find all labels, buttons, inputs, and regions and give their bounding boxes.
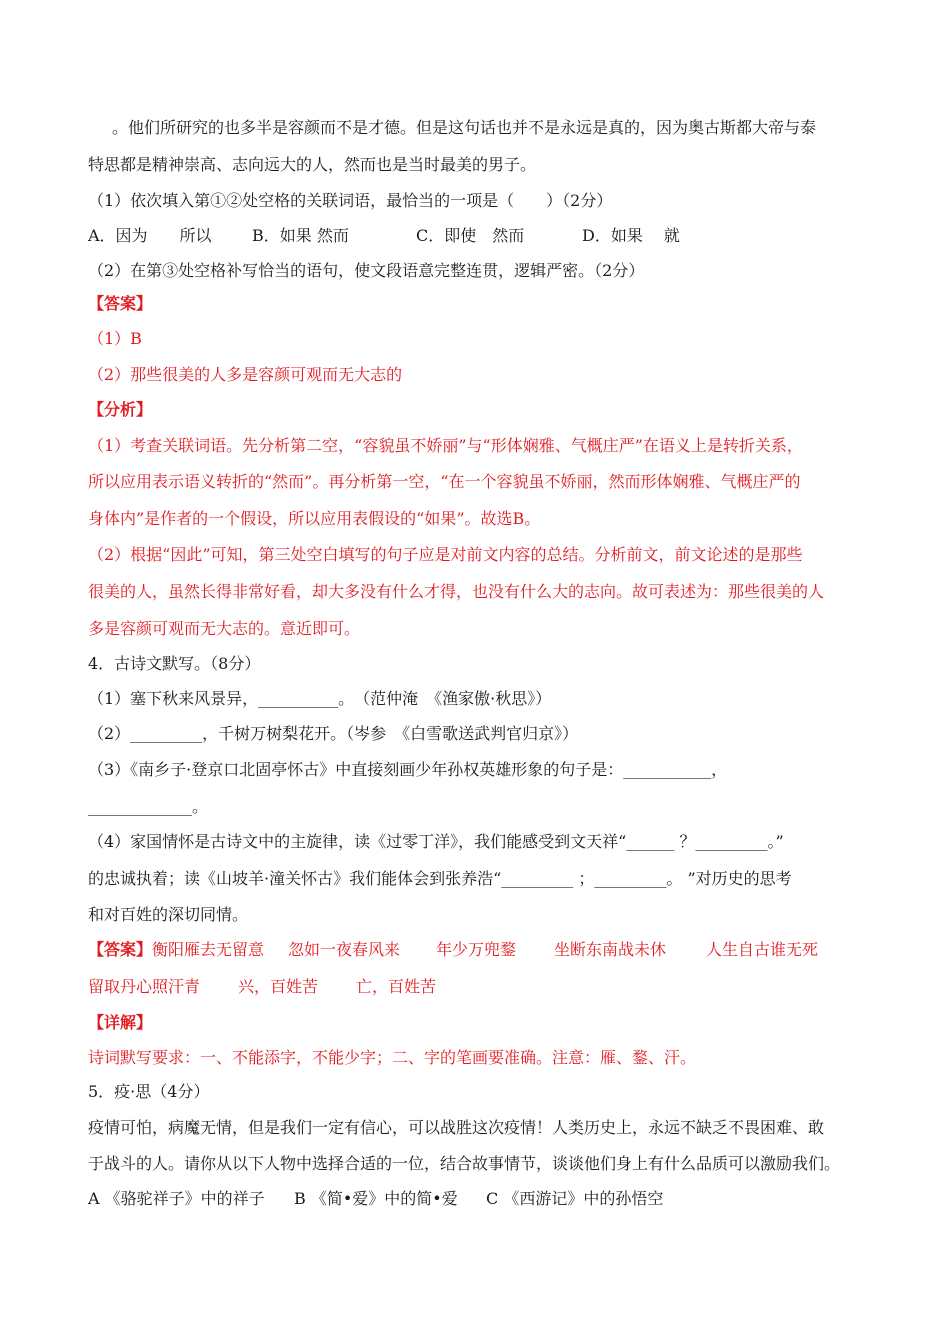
q5-options [88,1188,663,1210]
q4-sub4-line-1: （4）家国情怀是古诗文中的主旋律，读《过零丁洋》，我们能感受到文天祥“______ ？_________。” [88,832,784,851]
q4-title: 4．古诗文默写。（8分） [88,654,261,673]
passage-line-2: 特思都是精神崇高、志向远大的人，然而也是当时最美的男子。 [88,155,537,174]
q3-answer-2: （2）那些很美的人多是容颜可观而无大志的 [88,365,403,384]
q4-sub2: （2）_________，千树万树梨花开。（岑参 《白雪歌送武判官归京》） [88,724,579,743]
q3-sub1: （1）依次填入第①②处空格的关联词语，最恰当的一项是（ ）（2分） [88,191,613,210]
q4-answer-2: 忽如一夜春风来 [288,940,401,959]
q5-option-b: B 《简•爱》中的简•爱 [294,1189,458,1208]
q4-answer-4: 坐断东南战未休 [554,940,667,959]
q4-detail: 诗词默写要求：一、不能添字，不能少字；二、字的笔画要准确。注意：雁、鍪、汗。 [88,1048,697,1067]
q4-sub4-line-2: 的忠诚执着；读《山坡羊·潼关怀古》我们能体会到张养浩“_________ ；_________。 ”对历史的思考 [88,869,792,888]
q4-sub4-line-3: 和对百姓的深切同情。 [88,905,249,924]
q3-option-b: B．如果 然而 [252,226,349,245]
q3-option-c: C．即使 然而 [416,226,525,245]
q4-sub3: （3）《南乡子·登京口北固亭怀古》中直接刻画少年孙权英雄形象的句子是：___________， [88,760,728,779]
q3-analysis-2-line-1: （2）根据“因此”可知，第三处空白填写的句子应是对前文内容的总结。分析前文，前文论述的是那些 [88,545,803,564]
q3-answer-1: （1）B [88,329,142,348]
q3-analysis-1-line-1: （1）考查关联词语。先分析第二空，“容貌虽不娇丽”与“形体娴雅、气概庄严”在语义上是转折关系， [88,436,803,455]
q4-answer-3: 年少万兜鍪 [436,940,517,959]
q4-answer-5: 人生自古谁无死 [706,940,819,959]
q4-answer-8: 亡，百姓苦 [356,977,437,996]
q5-line-2: 于战斗的人。请你从以下人物中选择合适的一位，结合故事情节，谈谈他们身上有什么品质可以激励我们。 [88,1154,841,1173]
passage-line-1: 。他们所研究的也多半是容颜而不是才德。但是这句话也并不是永远是真的，因为奥古斯都大帝与泰 [112,118,817,137]
q4-sub3-continued: _____________。 [88,797,209,816]
q4-detail-tag: 【详解】 [88,1013,153,1032]
q5-option-a: A 《骆驼祥子》中的祥子 [88,1189,265,1208]
q3-option-a: A．因为 所以 [88,226,212,245]
q3-analysis-tag: 【分析】 [88,400,153,419]
q3-analysis-2-line-3: 多是容颜可观而无大志的。意近即可。 [88,619,361,638]
q4-answer-row-2 [88,976,436,998]
q5-option-c: C 《西游记》中的孙悟空 [486,1189,664,1208]
q3-analysis-2-line-2: 很美的人，虽然长得非常好看，却大多没有什么才得，也没有什么大的志向。故可表述为：那些很美的人 [88,582,825,601]
q4-answer-row-1 [88,939,818,961]
q4-answer-tag: 【答案】 [88,940,153,959]
q3-answer-tag: 【答案】 [88,294,153,313]
q4-answer-6: 留取丹心照汗青 [88,977,201,996]
q5-line-1: 疫情可怕，病魔无情，但是我们一定有信心，可以战胜这次疫情！人类历史上，永远不缺乏不畏困难、敢 [88,1118,825,1137]
q4-answer-1: 衡阳雁去无留意 [152,940,265,959]
q3-option-d: D．如果 就 [582,226,680,245]
q3-sub2: （2）在第③处空格补写恰当的语句，使文段语意完整连贯，逻辑严密。（2分） [88,261,645,280]
q4-answer-7: 兴，百姓苦 [238,977,319,996]
q4-sub1: （1）塞下秋来风景异，__________。 （范仲淹 《渔家傲·秋思》） [88,689,552,708]
q5-title: 5．疫·思（4分） [88,1082,210,1101]
q3-options [88,225,680,247]
q3-analysis-1-line-2: 所以应用表示语义转折的“然而”。再分析第一空，“在一个容貌虽不娇丽，然而形体娴雅、气概庄严的 [88,472,801,491]
q3-analysis-1-line-3: 身体内”是作者的一个假设，所以应用表假设的“如果”。故选B。 [88,509,541,528]
